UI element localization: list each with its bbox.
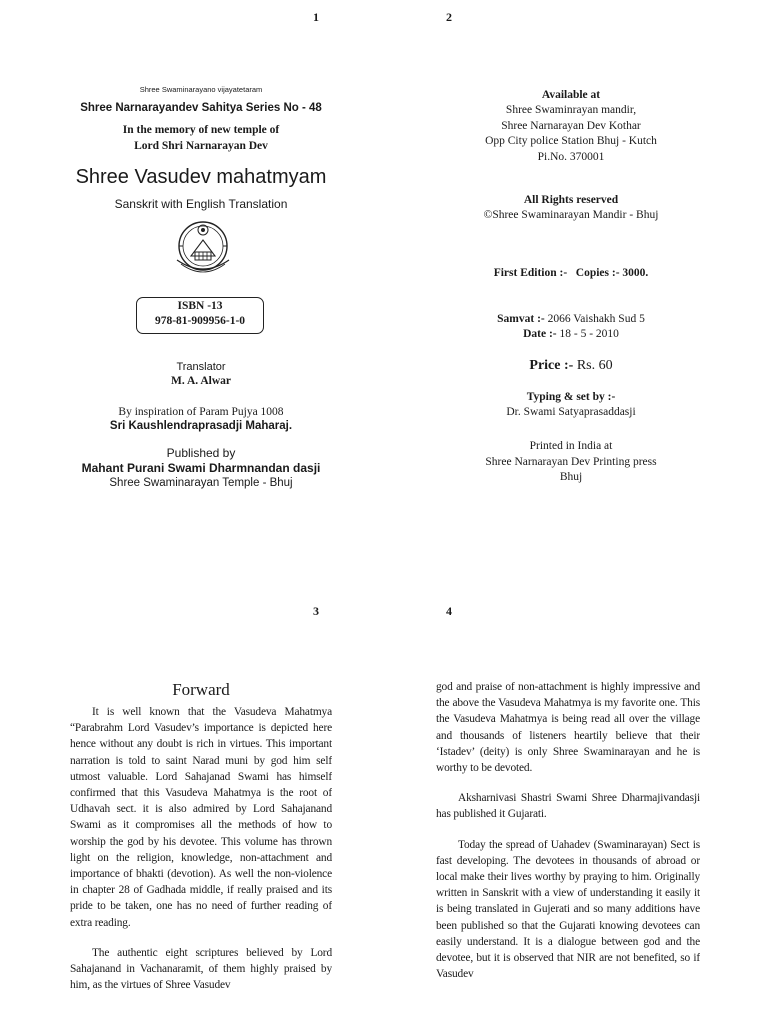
date-value: 18 - 5 - 2010 (556, 328, 619, 340)
page-3-body (70, 704, 332, 1024)
rights-text: ©Shree Swaminarayan Mandir - Bhuj (483, 209, 659, 221)
printed-line-3: Bhuj (559, 471, 583, 483)
isbn-label: ISBN -13 (177, 300, 223, 312)
typing-label: Typing & set by :- (526, 391, 616, 403)
date-label: Date :- (523, 328, 557, 340)
page-4-paragraph-1: god and praise of non-attachment is highly impressive and the above the Vasudeva Mahatmya is my favorite one. This the Vasudeva Mahatmya is being read all over the village and thousands of listeners heartily believe that their ‘Istadev’ (deity) is only Shree Swaminarayan and he is worthy to be devoted. (436, 681, 700, 775)
inspiration-name: Sri Kaushlendraprasadji Maharaj. (109, 420, 293, 432)
book-title: Shree Vasudev mahatmyam (75, 166, 327, 188)
printed-line-2: Shree Narnarayan Dev Printing press (485, 455, 657, 468)
price-value: Rs. 60 (573, 358, 613, 373)
typing-name: Dr. Swami Satyaprasaddasji (506, 406, 636, 418)
series-title: Shree Narnarayandev Sahitya Series No - 48 (80, 102, 322, 114)
page-3-paragraph-1: It is well known that the Vasudeva Mahatmya “Parabrahm Lord Vasudev’s importance is depicted here hence without any doubt is rich in virtues. This important narration is told to saint Narad muni by god him self utmost valuable. Lord Sahajanad Swami has himself confirmed that this Vasudeva Mahatmya is the root of Udhavah sect. it is also admired by Lord Sahajanand Swami as it compromises all the methods of how to worship the god by his devotee. This volume has thrown light on the religion, knowledge, non-attachment and importance of bhakti (devotion). As well the non-violence in chapter 28 of Gadhada middle, if really praised and its pride to be taken, one has no need of further reading of extra reading. (70, 706, 332, 929)
page-4-body (436, 679, 700, 1024)
date-line (440, 328, 702, 340)
address-line-3: Opp City police Station Bhuj - Kutch (485, 135, 657, 147)
samvat-label: Samvat :- (497, 313, 545, 325)
memory-line-1: In the memory of new temple of (122, 124, 280, 136)
address-line-1: Shree Swaminrayan mandir, (505, 104, 637, 116)
translator-name: M. A. Alwar (170, 375, 232, 387)
samvat-value: 2066 Vaishakh Sud 5 (544, 313, 645, 325)
address-block (440, 103, 702, 165)
page-number-3: 3 (313, 604, 319, 618)
temple-emblem-icon (171, 216, 235, 280)
publisher-place: Shree Swaminarayan Temple - Bhuj (109, 477, 293, 489)
page-4-paragraph-2: Aksharnivasi Shastri Swami Shree Dharmajivandasji has published it Gujarati. (436, 792, 700, 821)
printed-block (440, 439, 702, 486)
published-label: Published by (166, 446, 236, 460)
price-label: Price :- (529, 358, 574, 373)
publisher-name: Mahant Purani Swami Dharmnandan dasji (81, 461, 321, 475)
printed-line-1: Printed in India at (529, 440, 613, 452)
available-label: Available at (541, 89, 601, 101)
book-subtitle: Sanskrit with English Translation (114, 197, 288, 211)
page-3-paragraph-2: The authentic eight scriptures believed by Lord Sahajanand in Vachanaramit, of them highly praised by him, as the virtues of Shree Vasudev (70, 946, 332, 992)
address-line-2: Shree Narnarayan Dev Kothar (501, 119, 641, 132)
invocation: Shree Swaminarayano vijayatetaram (139, 85, 263, 94)
translator-label: Translator (176, 361, 226, 373)
edition-info: First Edition :- Copies :- 3000. (493, 267, 649, 279)
samvat-line (440, 313, 702, 325)
forward-heading: Forward (172, 680, 230, 699)
address-line-4: Pi.No. 370001 (537, 150, 605, 163)
page-4-paragraph-3: Today the spread of Uahadev (Swaminarayan) Sect is fast developing. The devotees in thousands of abroad or local make their lives worthy by praying to him. Originally written in Sanskrit with a view of understanding it easily it is being translated in Gujerati and so many additions have been published so that the Gujarati knowing devotees can easily understand. It is a dialogue between god and the devotee, but it is observed that NIR are not benefited, so if Vasudev (436, 838, 700, 981)
memory-line-2: Lord Shri Narnarayan Dev (134, 140, 268, 152)
page-number-2: 2 (446, 10, 452, 24)
page-number-4: 4 (446, 604, 452, 618)
page-number-1: 1 (313, 10, 319, 24)
isbn-box (136, 297, 264, 334)
price-line (440, 358, 702, 374)
inspiration-line: By inspiration of Param Pujya 1008 (118, 406, 284, 418)
rights-label: All Rights reserved (523, 194, 619, 206)
isbn-number: 978-81-909956-1-0 (154, 315, 246, 327)
